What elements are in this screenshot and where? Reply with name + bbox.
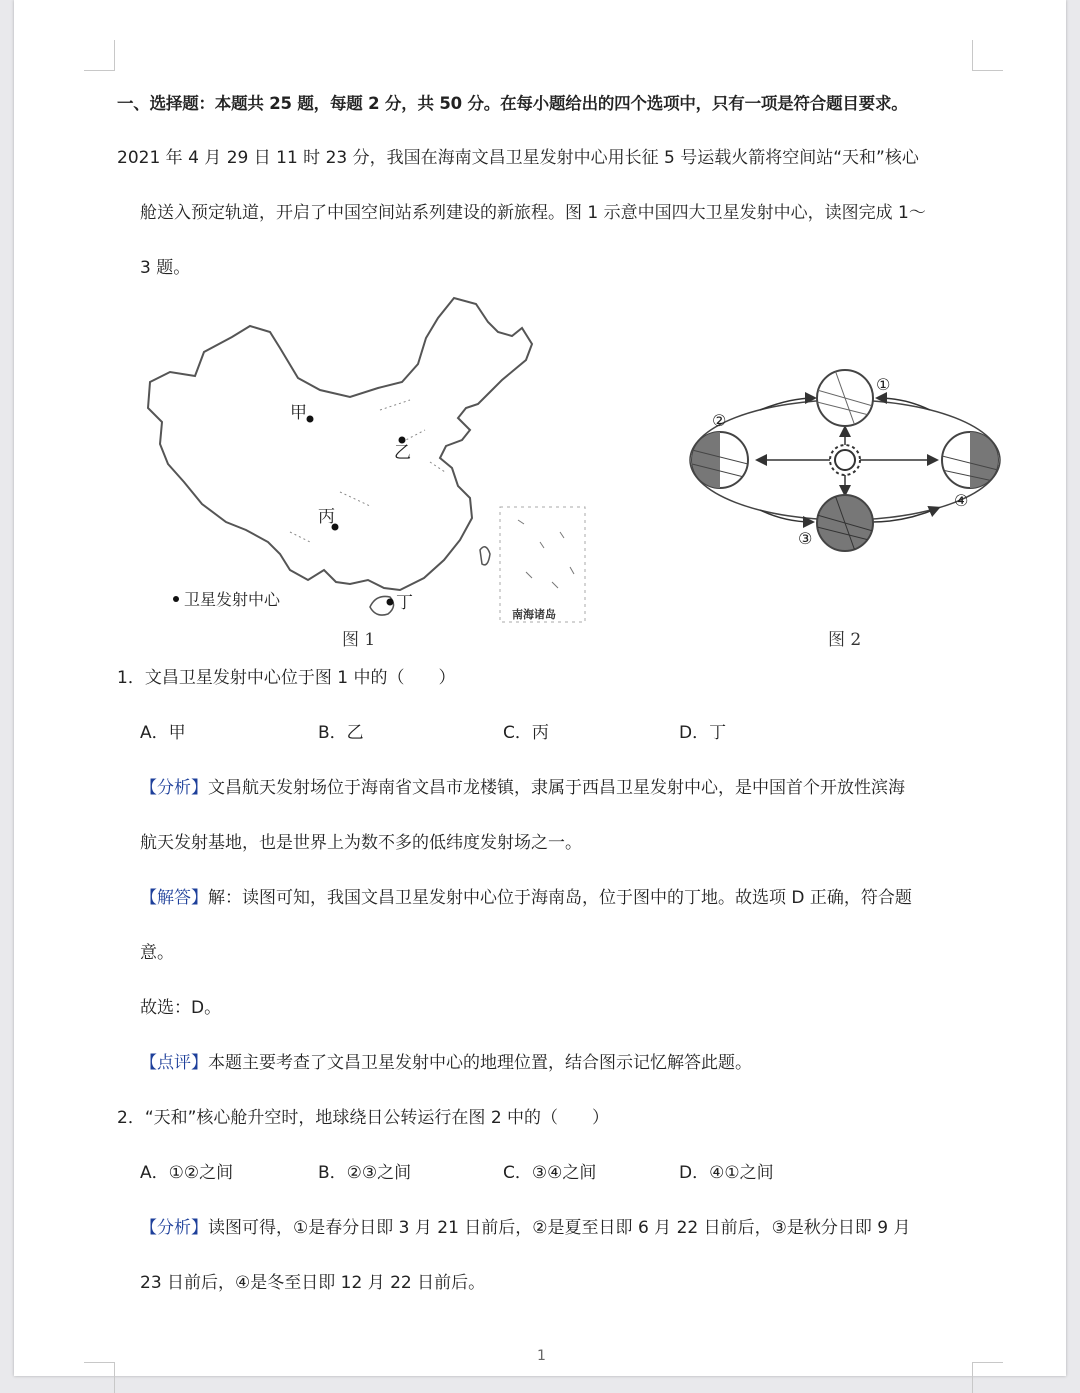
analysis-tag: 【分析】 <box>140 778 208 798</box>
earth-position-3 <box>817 495 873 551</box>
taiwan-island <box>480 547 490 565</box>
label-ding: 丁 <box>396 593 413 613</box>
q1-choice: 故选：D。 <box>140 998 222 1018</box>
margin-corner-mark <box>84 1362 115 1393</box>
q1-option-a: A．甲 <box>140 723 186 743</box>
intro-line: 3 题。 <box>140 258 191 278</box>
intro-line: 2021 年 4 月 29 日 11 时 23 分，我国在海南文昌卫星发射中心用长征 5 号运载火箭将空间站“天和”核心 <box>117 148 919 168</box>
q1-answer <box>140 886 912 910</box>
margin-corner-mark <box>84 40 115 71</box>
q2-analysis <box>140 1216 910 1240</box>
answer-text: 解：读图可知，我国文昌卫星发射中心位于海南岛，位于图中的丁地。故选项 D 正确，符合题 <box>208 888 912 908</box>
analysis-text: 读图可得，①是春分日即 3 月 21 日前后，②是夏至日即 6 月 22 日前后，③是秋分日即 9 月 <box>208 1218 911 1238</box>
q1-option-b: B．乙 <box>318 723 364 743</box>
margin-corner-mark <box>972 1362 1003 1393</box>
figure-2-label: 图 2 <box>828 630 862 650</box>
q1-answer-cont: 意。 <box>140 943 174 963</box>
earth-position-2 <box>692 432 748 488</box>
position-label-3: ③ <box>798 529 813 548</box>
q1-analysis <box>140 776 905 800</box>
question-2-stem: 2．“天和”核心舱升空时，地球绕日公转运行在图 2 中的（ ） <box>117 1108 610 1128</box>
label-yi: 乙 <box>394 443 411 463</box>
position-label-1: ① <box>876 375 891 394</box>
intro-line: 舱送入预定轨道，开启了中国空间站系列建设的新旅程。图 1 示意中国四大卫星发射中心，读图完成 1～ <box>140 203 926 223</box>
q1-comment <box>140 1051 752 1075</box>
earth-position-1 <box>817 370 873 426</box>
label-bing: 丙 <box>318 507 335 527</box>
comment-text: 本题主要考查了文昌卫星发射中心的地理位置，结合图示记忆解答此题。 <box>208 1053 752 1073</box>
q2-option-d: D．④①之间 <box>679 1163 774 1183</box>
q2-option-b: B．②③之间 <box>318 1163 412 1183</box>
analysis-text: 文昌航天发射场位于海南省文昌市龙楼镇，隶属于西昌卫星发射中心，是中国首个开放性滨海 <box>208 778 905 798</box>
legend-dot <box>173 596 179 602</box>
q1-analysis-cont: 航天发射基地，也是世界上为数不多的低纬度发射场之一。 <box>140 833 582 853</box>
section-heading: 一、选择题：本题共 25 题，每题 2 分，共 50 分。在每小题给出的四个选项中，只有一项是符合题目要求。 <box>117 94 908 113</box>
china-outline <box>148 298 532 590</box>
sun-icon <box>830 445 860 475</box>
label-jia: 甲 <box>290 403 307 423</box>
position-label-2: ② <box>712 411 727 430</box>
analysis-tag: 【分析】 <box>140 1218 208 1238</box>
inset-label: 南海诸岛 <box>512 608 556 621</box>
question-1-stem: 1．文昌卫星发射中心位于图 1 中的（ ） <box>117 668 456 688</box>
q2-option-c: C．③④之间 <box>503 1163 597 1183</box>
position-label-4: ④ <box>954 491 969 510</box>
figure-1-label: 图 1 <box>342 630 376 650</box>
launch-site-ding <box>387 599 394 606</box>
earth-position-4 <box>942 432 998 488</box>
launch-site-jia <box>307 416 314 423</box>
page-number: 1 <box>537 1348 546 1364</box>
margin-corner-mark <box>972 40 1003 71</box>
q2-option-a: A．①②之间 <box>140 1163 234 1183</box>
q2-analysis-cont: 23 日前后，④是冬至日即 12 月 22 日前后。 <box>140 1273 486 1293</box>
legend-label: 卫星发射中心 <box>184 590 281 609</box>
answer-tag: 【解答】 <box>140 888 208 908</box>
figure-2-orbit <box>680 358 1010 558</box>
south-sea-inset <box>500 507 585 622</box>
comment-tag: 【点评】 <box>140 1053 208 1073</box>
figure-1-map <box>140 292 590 632</box>
q1-option-c: C．丙 <box>503 723 549 743</box>
q1-option-d: D．丁 <box>679 723 727 743</box>
